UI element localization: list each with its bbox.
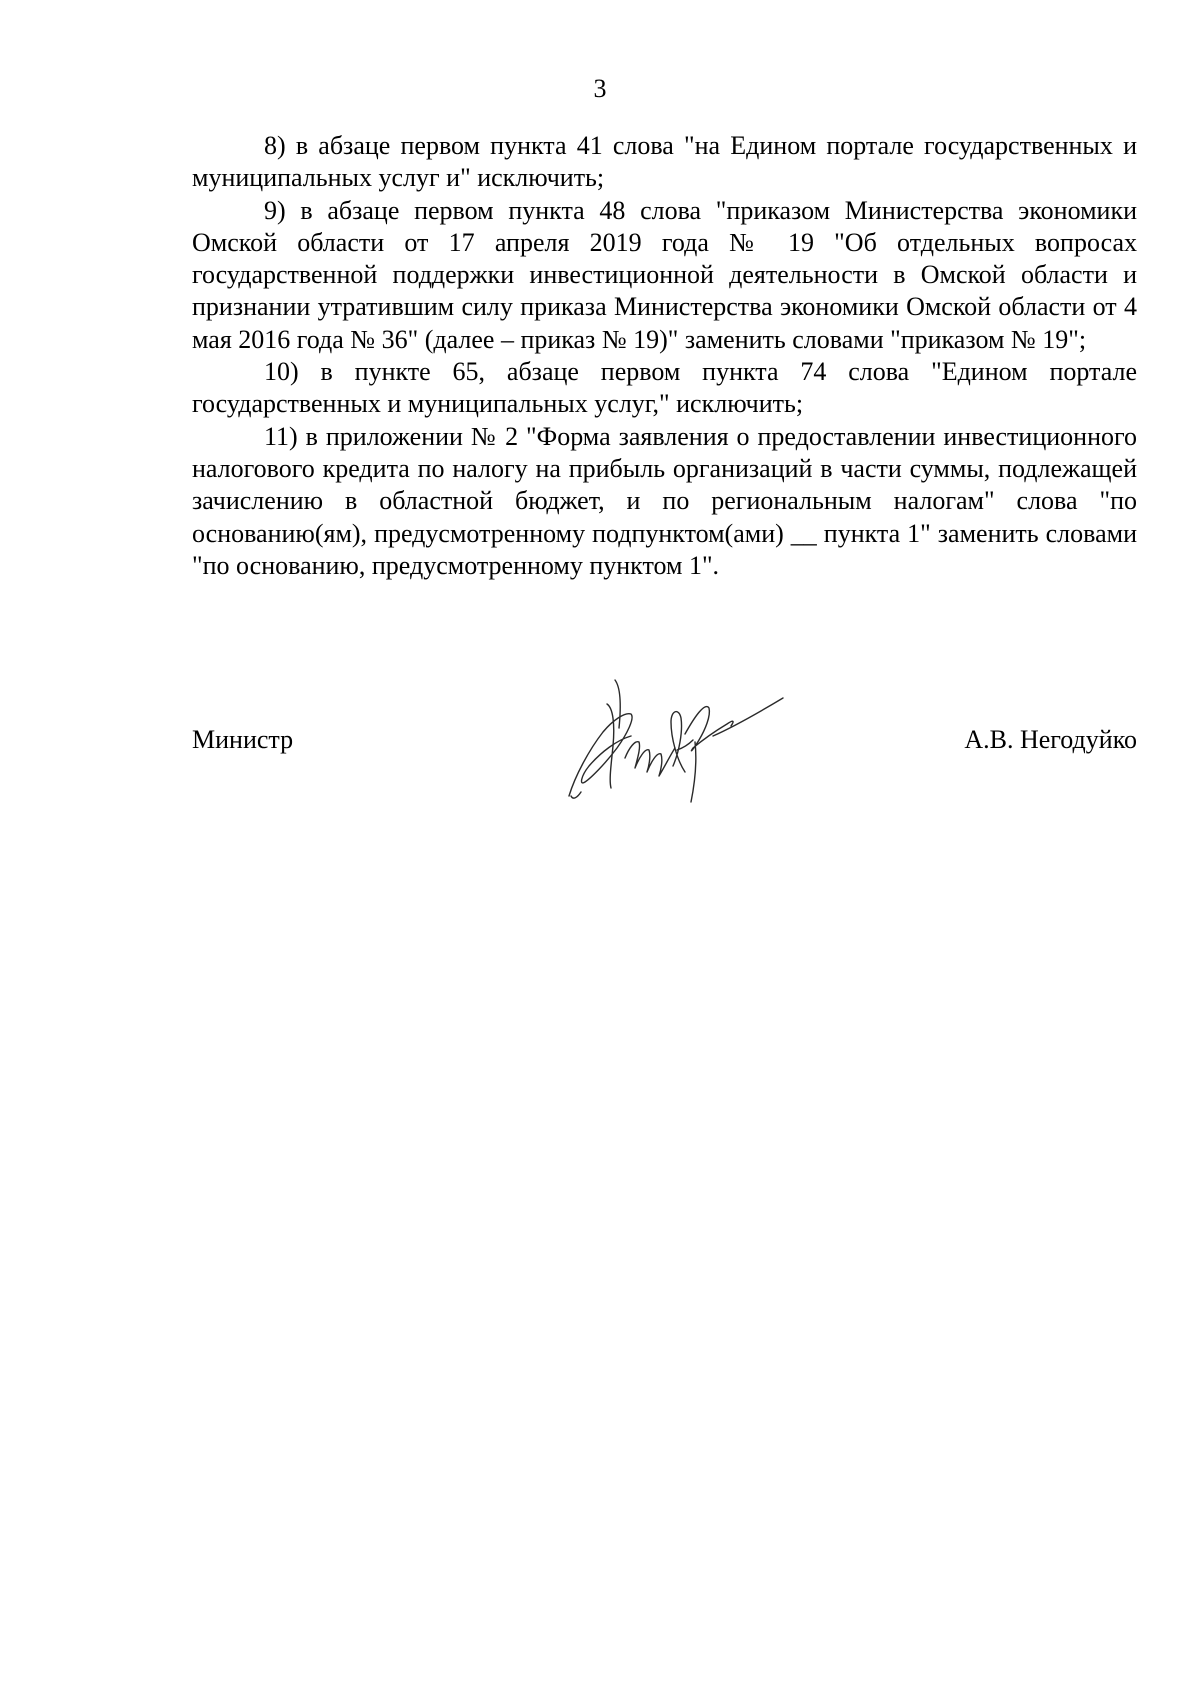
paragraph-item-8: 8) в абзаце первом пункта 41 слова "на Едином портале государственных и муниципальных услуг и" исключить; [192, 131, 1137, 193]
document-body [192, 130, 1137, 582]
signatory-position: Министр [192, 725, 294, 754]
paragraph-item-10: 10) в пункте 65, абзаце первом пункта 74 слова "Едином портале государственных и муниципальных услуг," исключить; [192, 357, 1137, 419]
signatory-name: А.В. Негодуйко [964, 725, 1137, 754]
paragraph-item-9: 9) в абзаце первом пункта 48 слова "приказом Министерства экономики Омской области от 17 апреля 2019 года № 19 "Об отдельных вопросах государственной поддержки инвестиционной деятельности в Омской области и признании утратившим силу приказа Министерства экономики Омской области от 4 мая 2016 года № 36" (далее – приказ № 19)" заменить словами "приказом № 19"; [192, 195, 1137, 354]
handwritten-signature [555, 668, 805, 813]
paragraph-item-11: 11) в приложении № 2 "Форма заявления о предоставлении инвестиционного налогового кредита по налогу на прибыль организаций в части суммы, подлежащей зачислению в областной бюджет, и по региональным налогам" слова "по основанию(ям), предусмотренному подпунктом(ами) __ пункта 1" заменить словами "по основанию, предусмотренному пунктом 1". [192, 421, 1137, 580]
page-number: 3 [593, 74, 607, 103]
